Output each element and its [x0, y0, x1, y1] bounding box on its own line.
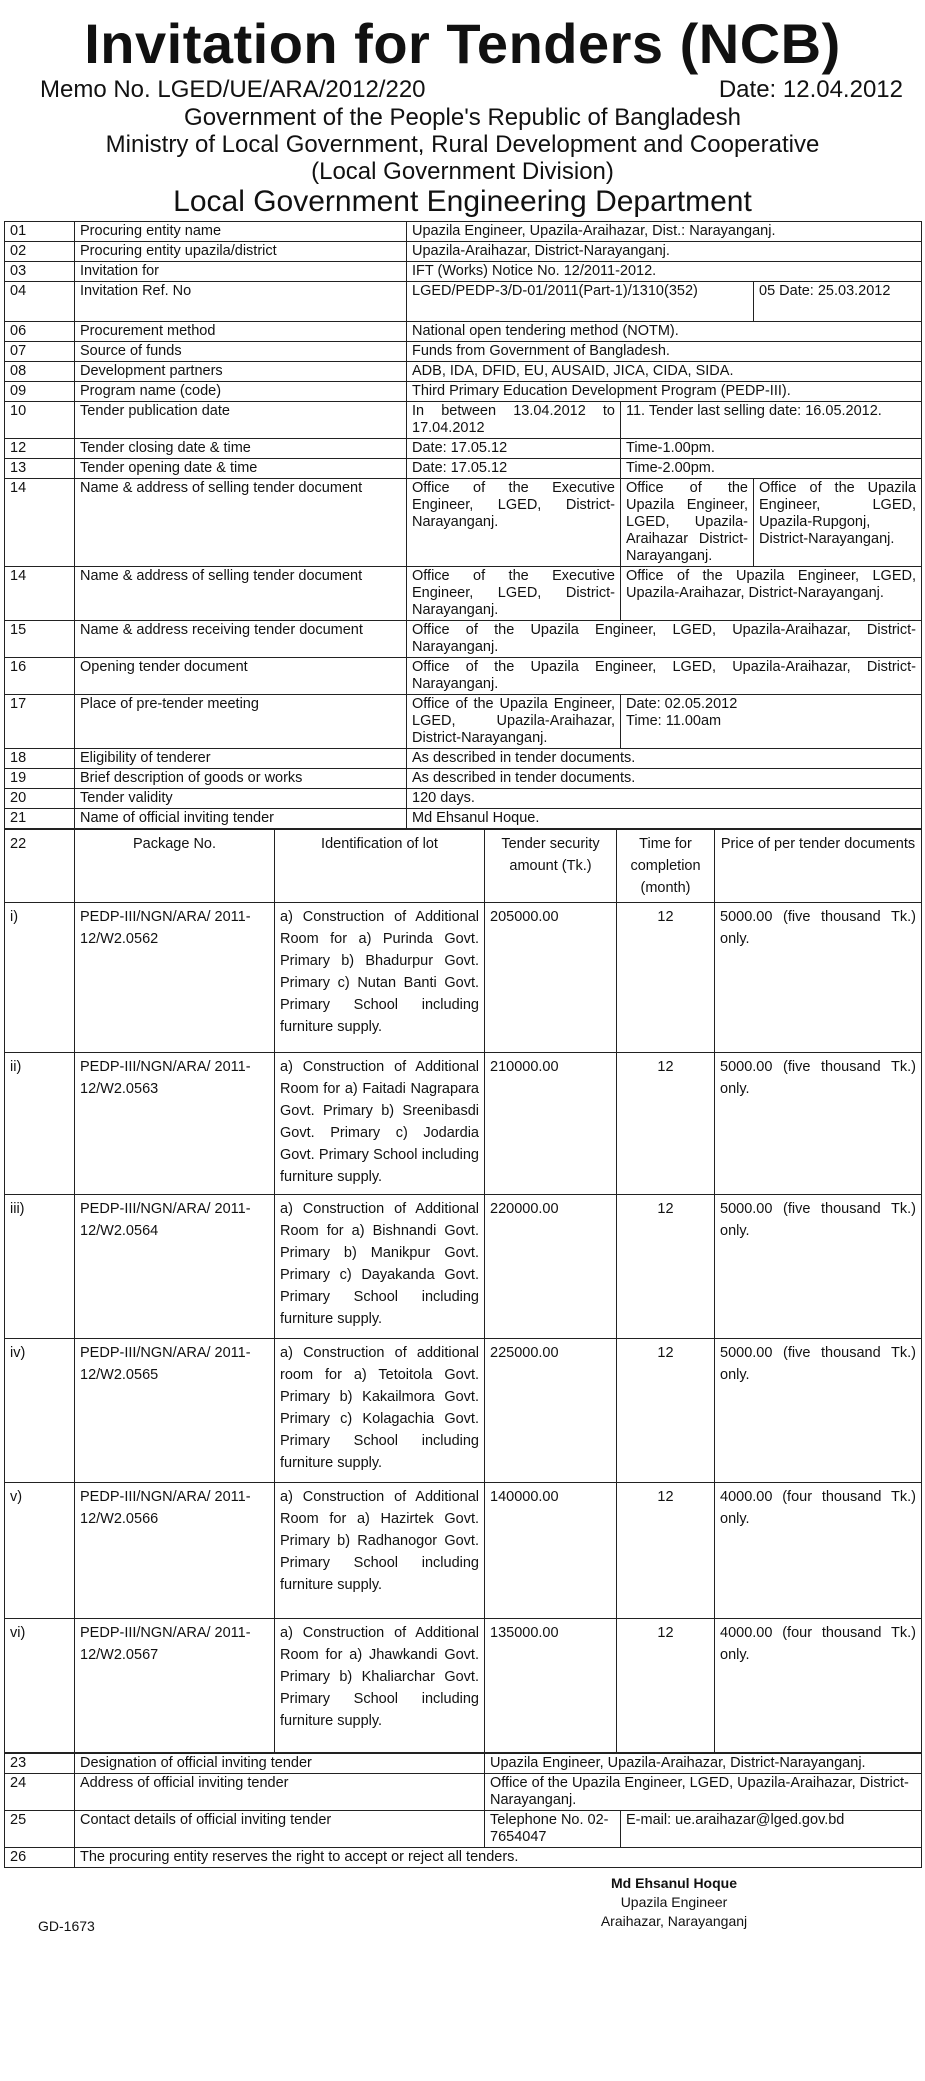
table-row [5, 322, 922, 342]
document-price: 5000.00 (five thousand Tk.) only. [715, 1339, 922, 1483]
completion-months: 12 [617, 1619, 715, 1753]
row-number: 23 [5, 1754, 75, 1774]
row-label: Brief description of goods or works [75, 769, 407, 789]
meeting-date: Date: 02.05.2012 [626, 696, 738, 712]
row-value: National open tendering method (NOTM). [407, 322, 922, 342]
package-number: PEDP-III/NGN/ARA/ 2011-12/W2.0562 [75, 903, 275, 1053]
row-label: Name & address of selling tender document [75, 479, 407, 567]
row-number: 20 [5, 789, 75, 809]
row-label: Contact details of official inviting tender [75, 1811, 485, 1848]
package-number: PEDP-III/NGN/ARA/ 2011-12/W2.0567 [75, 1619, 275, 1753]
row-label: Name of official inviting tender [75, 809, 407, 829]
row-number: 19 [5, 769, 75, 789]
security-amount: 135000.00 [485, 1619, 617, 1753]
row-label: Name & address receiving tender document [75, 621, 407, 658]
package-row [5, 1195, 922, 1339]
row-value: Office of the Upazila Engineer, LGED, Upazila-Araihazar, District-Narayanganj. [485, 1774, 922, 1811]
signatory-title: Upazila Engineer [620, 1894, 728, 1910]
lot-description: a) Construction of Additional Room for a) Faitadi Nagrapara Govt. Primary b) Sreenibasdi Govt. Primary c) Jodardia Govt. Primary School including furniture supply. [275, 1053, 485, 1195]
package-number: PEDP-III/NGN/ARA/ 2011-12/W2.0563 [75, 1053, 275, 1195]
row-value-2: 11. Tender last selling date: 16.05.2012. [621, 402, 922, 439]
row-number: 13 [5, 459, 75, 479]
time-col-header: Time for completion (month) [617, 830, 715, 903]
package-header-row [5, 830, 922, 903]
package-row [5, 903, 922, 1053]
document-price: 5000.00 (five thousand Tk.) only. [715, 1195, 922, 1339]
price-col-header: Price of per tender documents [715, 830, 922, 903]
row-label: Eligibility of tenderer [75, 749, 407, 769]
row-value: Date: 17.05.12 [407, 439, 621, 459]
lot-description: a) Construction of Additional Room for a) Bishnandi Govt. Primary b) Manikpur Govt. Primary c) Dayakanda Govt. Primary School including furniture supply. [275, 1195, 485, 1339]
table-row [5, 1848, 922, 1868]
row-label: Procuring entity upazila/district [75, 242, 407, 262]
row-label: Procuring entity name [75, 222, 407, 242]
row-value: IFT (Works) Notice No. 12/2011-2012. [407, 262, 922, 282]
row-value: The procuring entity reserves the right to accept or reject all tenders. [75, 1848, 922, 1868]
table-row [5, 809, 922, 829]
row-number: 02 [5, 242, 75, 262]
row-value: Upazila Engineer, Upazila-Araihazar, Dist.: Narayanganj. [407, 222, 922, 242]
row-number: 04 [5, 282, 75, 322]
package-row [5, 1619, 922, 1753]
row-value: Office of the Upazila Engineer, LGED, Upazila-Araihazar, District-Narayanganj. [407, 621, 922, 658]
row-label: Name & address of selling tender document [75, 567, 407, 621]
lot-description: a) Construction of Additional Room for a) Hazirtek Govt. Primary b) Radhanogor Govt. Primary School including furniture supply. [275, 1483, 485, 1619]
package-row [5, 1483, 922, 1619]
row-number: 03 [5, 262, 75, 282]
table-row [5, 749, 922, 769]
row-number: 01 [5, 222, 75, 242]
table-row [5, 362, 922, 382]
row-number: 15 [5, 621, 75, 658]
table-row [5, 769, 922, 789]
row-label: Invitation for [75, 262, 407, 282]
package-index: iii) [5, 1195, 75, 1339]
row-label: Tender publication date [75, 402, 407, 439]
package-col-header: Package No. [75, 830, 275, 903]
lot-description: a) Construction of Additional Room for a) Jhawkandi Govt. Primary b) Khaliarchar Govt. Primary School including furniture supply. [275, 1619, 485, 1753]
row-value: ADB, IDA, DFID, EU, AUSAID, JICA, CIDA, SIDA. [407, 362, 922, 382]
row-label: Program name (code) [75, 382, 407, 402]
package-row [5, 1339, 922, 1483]
memo-row [4, 76, 921, 104]
row-value: Funds from Government of Bangladesh. [407, 342, 922, 362]
table-row [5, 242, 922, 262]
row-value-3: Office of the Upazila Engineer, LGED, Upazila-Rupgonj, District-Narayanganj. [754, 479, 922, 567]
table-row [5, 1754, 922, 1774]
table-row [5, 567, 922, 621]
security-amount: 210000.00 [485, 1053, 617, 1195]
info-table [4, 221, 922, 829]
row-number: 21 [5, 809, 75, 829]
row-number: 16 [5, 658, 75, 695]
completion-months: 12 [617, 1339, 715, 1483]
package-index: i) [5, 903, 75, 1053]
row-value-2: Time-1.00pm. [621, 439, 922, 459]
package-number: PEDP-III/NGN/ARA/ 2011-12/W2.0564 [75, 1195, 275, 1339]
row-number: 08 [5, 362, 75, 382]
table-row [5, 1774, 922, 1811]
contact-phone: Telephone No. 02-7654047 [485, 1811, 621, 1848]
document-price: 4000.00 (four thousand Tk.) only. [715, 1619, 922, 1753]
signature [564, 1874, 784, 1931]
row-label: Invitation Ref. No [75, 282, 407, 322]
row-number: 26 [5, 1848, 75, 1868]
completion-months: 12 [617, 1053, 715, 1195]
package-row [5, 1053, 922, 1195]
signature-block [4, 1868, 921, 1938]
table-row [5, 1811, 922, 1848]
package-index: vi) [5, 1619, 75, 1753]
footer-table [4, 1753, 922, 1868]
row-label: Place of pre-tender meeting [75, 695, 407, 749]
package-row-number: 22 [5, 830, 75, 903]
row-value: Office of the Upazila Engineer, LGED, Upazila-Araihazar, District-Narayanganj. [407, 695, 621, 749]
document-price: 5000.00 (five thousand Tk.) only. [715, 903, 922, 1053]
row-number: 18 [5, 749, 75, 769]
security-amount: 205000.00 [485, 903, 617, 1053]
row-label: Tender validity [75, 789, 407, 809]
row-number: 24 [5, 1774, 75, 1811]
contact-email: E-mail: ue.araihazar@lged.gov.bd [621, 1811, 922, 1848]
table-row [5, 479, 922, 567]
security-amount: 140000.00 [485, 1483, 617, 1619]
table-row [5, 382, 922, 402]
row-label: Procurement method [75, 322, 407, 342]
row-value: Office of the Executive Engineer, LGED, District-Narayanganj. [407, 479, 621, 567]
row-number: 07 [5, 342, 75, 362]
row-value: Office of the Executive Engineer, LGED, District-Narayanganj. [407, 567, 621, 621]
lot-col-header: Identification of lot [275, 830, 485, 903]
division-line: (Local Government Division) [311, 158, 614, 185]
table-row [5, 695, 922, 749]
memo-date: Date: 12.04.2012 [718, 76, 903, 103]
table-row [5, 262, 922, 282]
row-value: Third Primary Education Development Program (PEDP-III). [407, 382, 922, 402]
security-col-header: Tender security amount (Tk.) [485, 830, 617, 903]
row-number: 10 [5, 402, 75, 439]
document-price: 4000.00 (four thousand Tk.) only. [715, 1483, 922, 1619]
row-number: 09 [5, 382, 75, 402]
row-number: 17 [5, 695, 75, 749]
row-value-2 [621, 695, 922, 749]
row-label: Tender closing date & time [75, 439, 407, 459]
lot-description: a) Construction of additional room for a) Tetoitola Govt. Primary b) Kakailmora Govt. Primary c) Kolagachia Govt. Primary School including furniture supply. [275, 1339, 485, 1483]
row-value: LGED/PEDP-3/D-01/2011(Part-1)/1310(352) [407, 282, 754, 322]
table-row [5, 402, 922, 439]
package-index: iv) [5, 1339, 75, 1483]
package-number: PEDP-III/NGN/ARA/ 2011-12/W2.0565 [75, 1339, 275, 1483]
row-number: 14 [5, 479, 75, 567]
meeting-time: Time: 11.00am [626, 713, 722, 729]
row-value-2: Office of the Upazila Engineer, LGED, Upazila-Araihazar District-Narayanganj. [621, 479, 754, 567]
completion-months: 12 [617, 1195, 715, 1339]
table-row [5, 658, 922, 695]
memo-number: Memo No. LGED/UE/ARA/2012/220 [40, 76, 426, 103]
ministry-line: Ministry of Local Government, Rural Development and Cooperative [105, 131, 820, 158]
row-value-2: 05 Date: 25.03.2012 [754, 282, 922, 322]
row-value-2: Office of the Upazila Engineer, LGED, Upazila-Araihazar, District-Narayanganj. [621, 567, 922, 621]
row-value: Date: 17.05.12 [407, 459, 621, 479]
row-label: Opening tender document [75, 658, 407, 695]
row-label: Source of funds [75, 342, 407, 362]
table-row [5, 621, 922, 658]
package-index: ii) [5, 1053, 75, 1195]
row-value: 120 days. [407, 789, 922, 809]
package-table [4, 829, 922, 1753]
completion-months: 12 [617, 903, 715, 1053]
row-value: As described in tender documents. [407, 769, 922, 789]
package-index: v) [5, 1483, 75, 1619]
gd-code: GD-1673 [38, 1918, 95, 1934]
row-label: Designation of official inviting tender [75, 1754, 485, 1774]
security-amount: 225000.00 [485, 1339, 617, 1483]
row-value: Md Ehsanul Hoque. [407, 809, 922, 829]
signatory-place: Araihazar, Narayanganj [600, 1913, 748, 1929]
table-row [5, 439, 922, 459]
lot-description: a) Construction of Additional Room for a) Purinda Govt. Primary b) Bhadurpur Govt. Primary c) Nutan Banti Govt. Primary School including furniture supply. [275, 903, 485, 1053]
row-value: As described in tender documents. [407, 749, 922, 769]
table-row [5, 282, 922, 322]
row-value: Office of the Upazila Engineer, LGED, Upazila-Araihazar, District-Narayanganj. [407, 658, 922, 695]
row-value-2: Time-2.00pm. [621, 459, 922, 479]
table-row [5, 342, 922, 362]
table-row [5, 222, 922, 242]
department-line: Local Government Engineering Department [173, 185, 752, 218]
row-number: 12 [5, 439, 75, 459]
row-value: Upazila-Araihazar, District-Narayanganj. [407, 242, 922, 262]
row-label: Address of official inviting tender [75, 1774, 485, 1811]
row-label: Development partners [75, 362, 407, 382]
row-label: Tender opening date & time [75, 459, 407, 479]
table-row [5, 789, 922, 809]
row-value: In between 13.04.2012 to 17.04.2012 [407, 402, 621, 439]
government-line: Government of the People's Republic of Bangladesh [184, 104, 741, 131]
table-row [5, 459, 922, 479]
row-number: 06 [5, 322, 75, 342]
notice-title: Invitation for Tenders (NCB) [84, 12, 841, 75]
row-number: 25 [5, 1811, 75, 1848]
package-number: PEDP-III/NGN/ARA/ 2011-12/W2.0566 [75, 1483, 275, 1619]
signatory-name: Md Ehsanul Hoque [611, 1875, 737, 1891]
security-amount: 220000.00 [485, 1195, 617, 1339]
document-price: 5000.00 (five thousand Tk.) only. [715, 1053, 922, 1195]
row-value: Upazila Engineer, Upazila-Araihazar, District-Narayanganj. [485, 1754, 922, 1774]
completion-months: 12 [617, 1483, 715, 1619]
row-number: 14 [5, 567, 75, 621]
